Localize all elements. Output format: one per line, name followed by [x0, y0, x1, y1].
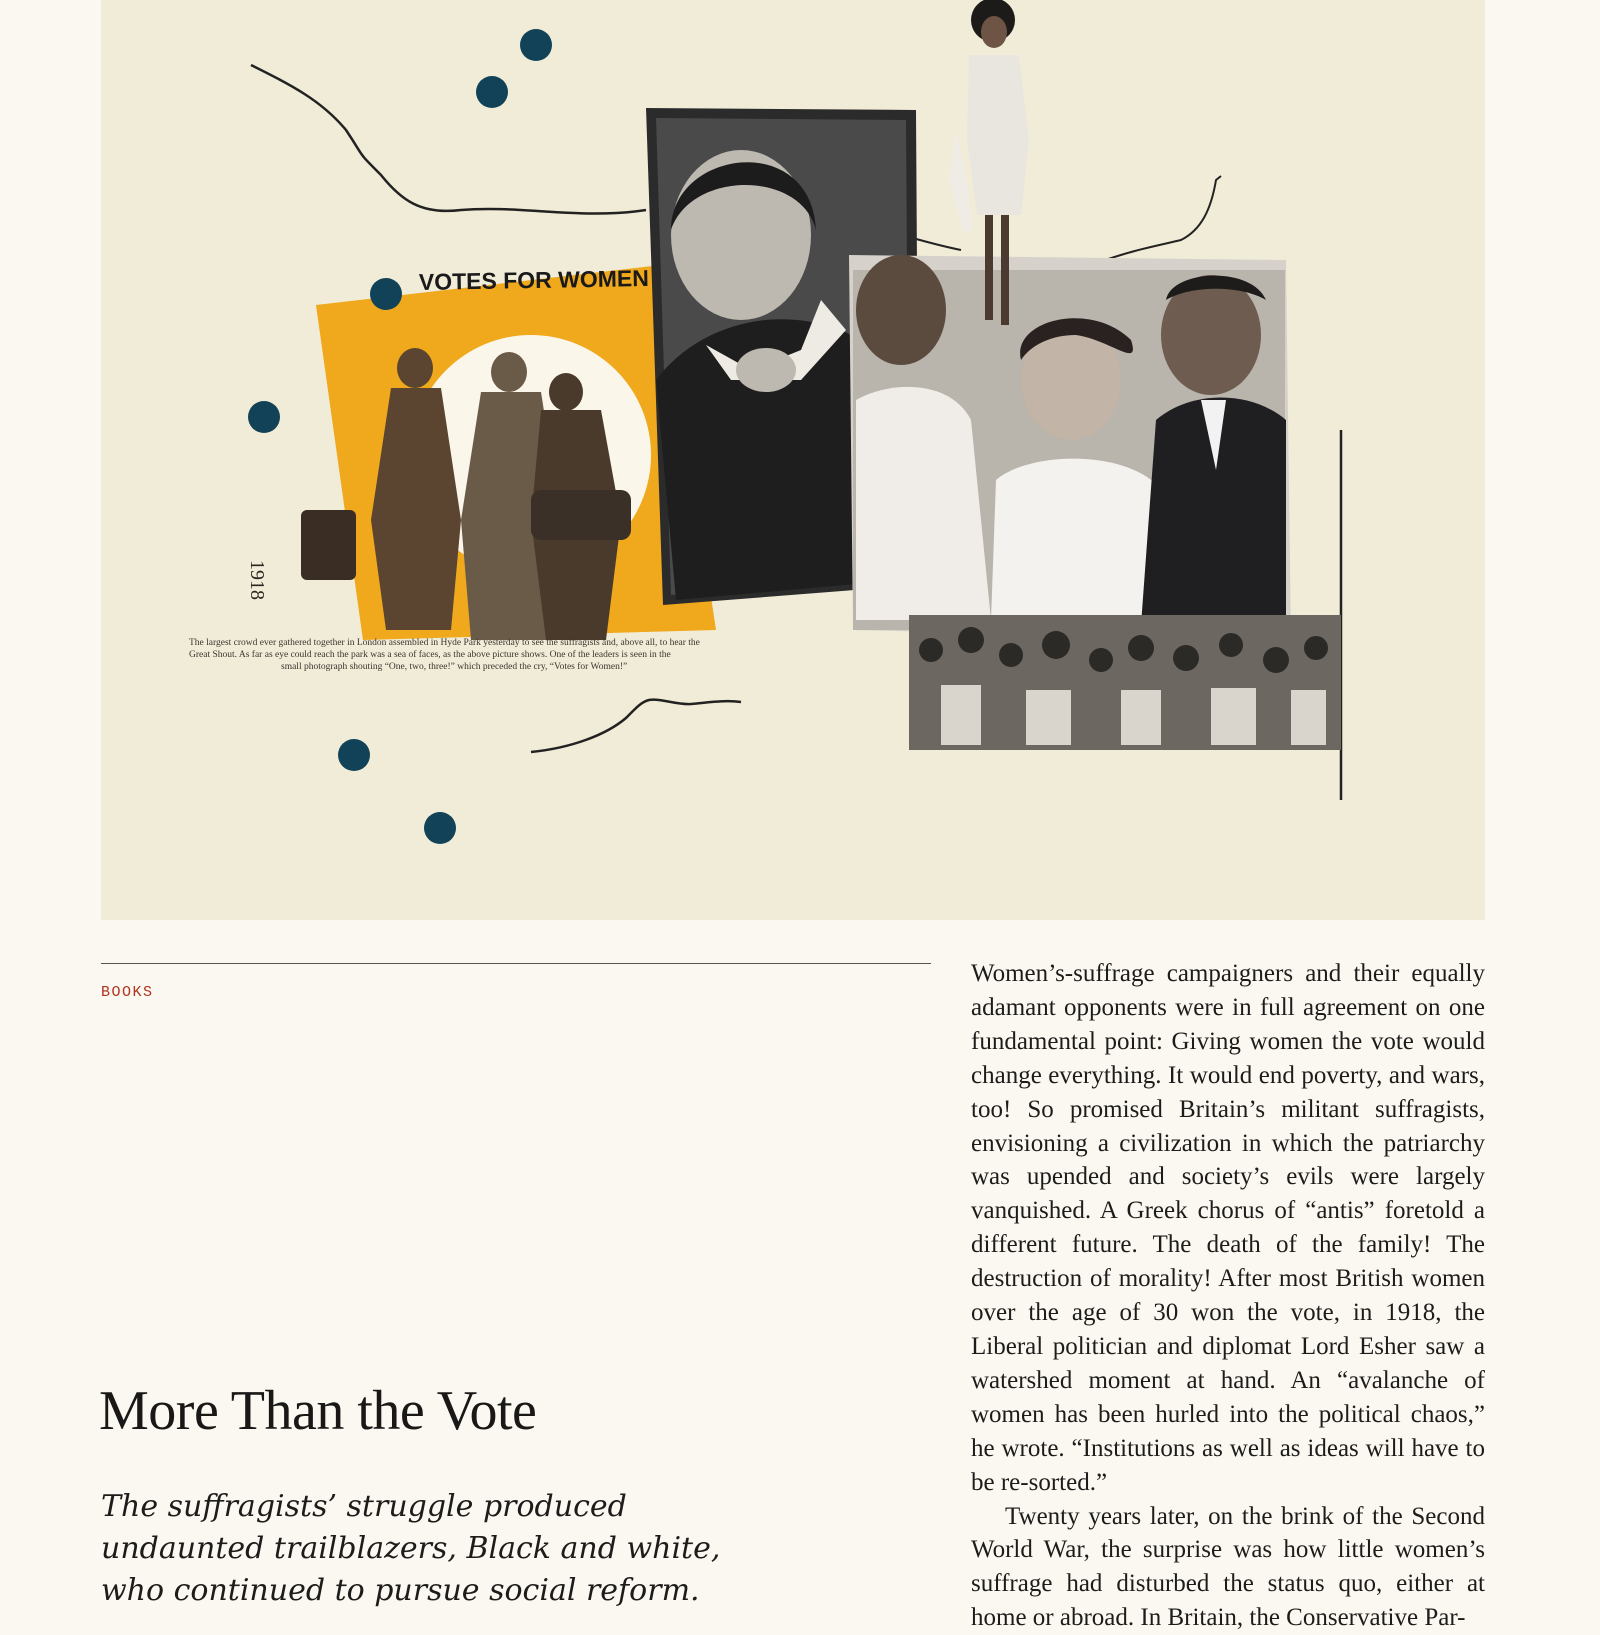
collage-artwork: [101, 0, 1485, 920]
dot: [520, 29, 552, 61]
dot: [476, 76, 508, 108]
group-photo: [849, 255, 1291, 640]
body-paragraph: Women’s-suffrage campaigners and their equally adamant opponents were in full agreement on one fundamental point: Giving women the vote would change everything. It would end poverty, and wars, too! So promised Britain’s militant suffragists, envisioning a civilization in which the patriarchy was upended and society’s evils were largely vanquished. A Greek chorus of “antis” foretold a different future. The death of the family! The destruction of morality! After most British women over the age of 30 won the vote, in 1918, the Liberal politician and diplomat Lord Esher saw a watershed moment at hand. An “avalanche of women has been hurled into the political chaos,” he wrote. “Institutions as well as ideas will have to be re-sorted.”: [971, 957, 1485, 1500]
dot: [248, 401, 280, 433]
section-divider: [101, 963, 931, 964]
body-paragraph: Twenty years later, on the brink of the Second World War, the surprise was how little women’s suffrage had disturbed the status quo, either at home or abroad. In Britain, the Conservative Par-: [971, 1500, 1485, 1635]
caption-line: small photograph shouting “One, two, three!” which preceded the cry, “Votes for Women!”: [281, 661, 627, 672]
crowd-photo: [909, 615, 1341, 750]
hero-illustration: [101, 0, 1485, 920]
ink-squiggle-bottom: [531, 700, 741, 752]
dot: [338, 739, 370, 771]
year-label: 1918: [246, 560, 268, 600]
dot: [424, 812, 456, 844]
caption-line: The largest crowd ever gathered together in London assembled in Hyde Park yesterday to see the suffragists and, above all, to hear the: [189, 637, 700, 648]
section-label[interactable]: BOOKS: [101, 984, 154, 1001]
article-body: [971, 957, 1485, 1635]
article-title: More Than the Vote: [99, 1381, 536, 1443]
votes-for-women-headline: VOTES FOR WOMEN: [419, 265, 649, 295]
newspaper-caption: [189, 637, 700, 672]
dot: [370, 278, 402, 310]
ink-squiggle-top: [251, 65, 646, 214]
article-dek: The suffragists’ struggle produced undaunted trailblazers, Black and white, who continued to pursue social reform.: [101, 1486, 761, 1612]
caption-line: Great Shout. As far as eye could reach the park was a sea of faces, as the above picture shows. One of the leaders is seen in the: [189, 649, 671, 660]
ink-squiggle-right: [901, 176, 1221, 265]
